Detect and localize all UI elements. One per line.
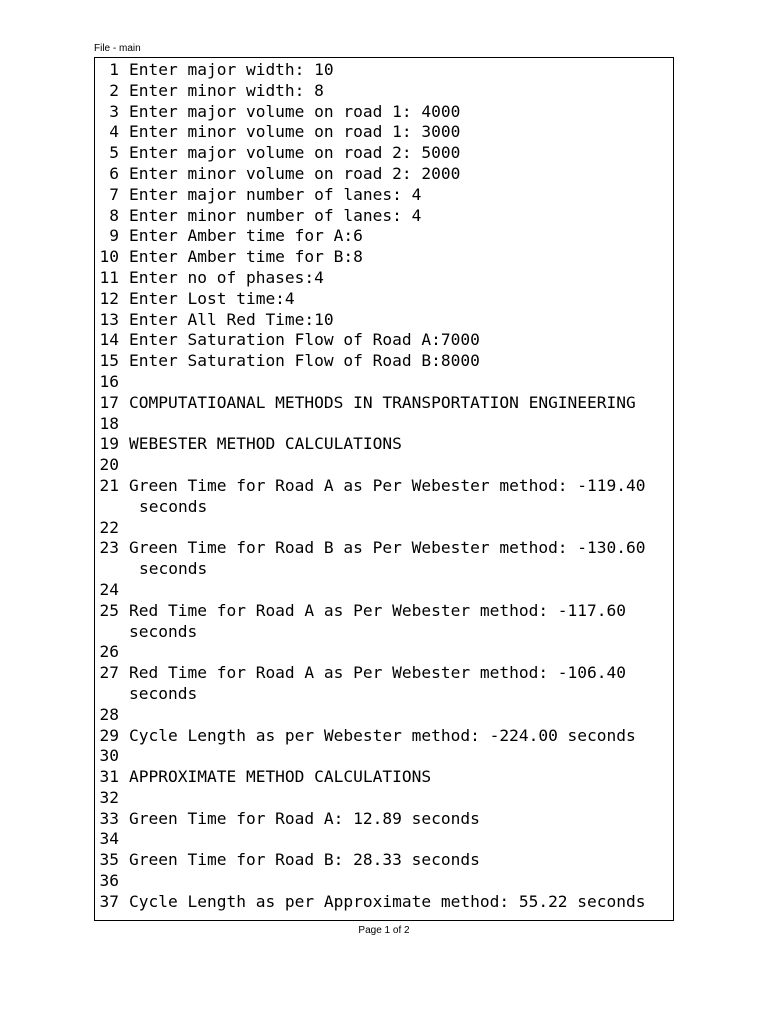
line-number: 29 — [99, 725, 119, 745]
line-number: 19 — [99, 434, 119, 454]
code-line — [95, 206, 673, 227]
line-number: 35 — [99, 850, 119, 870]
line-text — [119, 393, 673, 414]
line-text-main: Cycle Length as per Webester method: -224.00 seconds — [129, 725, 636, 745]
line-number: 24 — [99, 579, 119, 599]
line-number: 8 — [109, 205, 119, 225]
code-line — [95, 393, 673, 414]
line-number: 12 — [99, 288, 119, 308]
line-text — [119, 601, 673, 643]
code-line — [95, 871, 673, 892]
line-text — [119, 102, 673, 123]
code-line — [95, 81, 673, 102]
line-text-continuation: seconds — [129, 683, 198, 703]
code-line — [95, 455, 673, 476]
code-line — [95, 850, 673, 871]
line-text — [119, 414, 673, 435]
line-number: 10 — [99, 247, 119, 267]
line-text-main: Red Time for Road A as Per Webester method: -117.60 — [129, 600, 627, 620]
line-text — [119, 538, 673, 580]
line-text — [119, 351, 673, 372]
code-line — [95, 434, 673, 455]
line-text — [119, 726, 673, 747]
line-text-main: Cycle Length as per Approximate method: 55.22 seconds — [129, 891, 646, 911]
line-text-main: Green Time for Road A as Per Webester method: -119.40 — [129, 475, 646, 495]
code-line — [95, 642, 673, 663]
line-text-main: Green Time for Road B as Per Webester method: -130.60 — [129, 538, 646, 558]
code-line — [95, 351, 673, 372]
line-text-main: Enter Amber time for A:6 — [129, 226, 363, 246]
line-text — [119, 642, 673, 663]
line-text — [119, 663, 673, 705]
code-line — [95, 122, 673, 143]
line-number: 13 — [99, 309, 119, 329]
line-number: 1 — [109, 60, 119, 79]
line-text-main: Enter minor volume on road 1: 3000 — [129, 122, 461, 142]
code-line — [95, 809, 673, 830]
line-text — [119, 767, 673, 788]
line-text-main: WEBESTER METHOD CALCULATIONS — [129, 434, 402, 454]
page-footer: Page 1 of 2 — [358, 925, 410, 936]
line-text — [119, 476, 673, 518]
line-text — [119, 892, 673, 913]
line-number: 14 — [99, 330, 119, 350]
line-text-main: Enter Lost time:4 — [129, 288, 295, 308]
line-text — [119, 871, 673, 892]
line-text — [119, 185, 673, 206]
line-number: 4 — [109, 122, 119, 142]
line-text-main: Enter major volume on road 2: 5000 — [129, 143, 461, 163]
line-number: 31 — [99, 767, 119, 787]
line-text — [119, 164, 673, 185]
code-line — [95, 268, 673, 289]
line-text-continuation: seconds — [129, 621, 198, 641]
line-text — [119, 829, 673, 850]
line-text — [119, 247, 673, 268]
line-text-main: Enter Saturation Flow of Road B:8000 — [129, 351, 480, 371]
line-number: 16 — [99, 371, 119, 391]
code-line — [95, 705, 673, 726]
line-text — [119, 788, 673, 809]
code-line — [95, 580, 673, 601]
line-number: 28 — [99, 704, 119, 724]
code-lines — [95, 60, 673, 913]
line-text — [119, 705, 673, 726]
line-text — [119, 455, 673, 476]
line-number: 37 — [99, 891, 119, 911]
line-number: 22 — [99, 517, 119, 537]
line-number: 7 — [109, 184, 119, 204]
line-number: 27 — [99, 663, 119, 683]
code-line — [95, 767, 673, 788]
line-number: 15 — [99, 351, 119, 371]
code-line — [95, 601, 673, 643]
line-number: 3 — [109, 101, 119, 121]
line-text — [119, 434, 673, 455]
line-text — [119, 746, 673, 767]
code-line — [95, 829, 673, 850]
line-text-main: APPROXIMATE METHOD CALCULATIONS — [129, 767, 432, 787]
line-text — [119, 206, 673, 227]
line-text — [119, 809, 673, 830]
line-number: 9 — [109, 226, 119, 246]
line-text-main: Enter All Red Time:10 — [129, 309, 334, 329]
line-text — [119, 289, 673, 310]
line-text — [119, 268, 673, 289]
code-line — [95, 476, 673, 518]
line-number: 26 — [99, 642, 119, 662]
line-text — [119, 81, 673, 102]
code-line — [95, 226, 673, 247]
code-line — [95, 102, 673, 123]
code-line — [95, 788, 673, 809]
line-text — [119, 122, 673, 143]
line-number: 32 — [99, 787, 119, 807]
line-text — [119, 226, 673, 247]
line-number: 11 — [99, 267, 119, 287]
code-line — [95, 726, 673, 747]
line-text — [119, 372, 673, 393]
line-text — [119, 60, 673, 81]
code-line — [95, 289, 673, 310]
line-number: 20 — [99, 455, 119, 475]
line-text-main: Enter minor volume on road 2: 2000 — [129, 163, 461, 183]
line-text-continuation: seconds — [139, 496, 208, 516]
line-text-main: Enter major volume on road 1: 4000 — [129, 101, 461, 121]
line-number: 17 — [99, 392, 119, 412]
line-text — [119, 330, 673, 351]
line-text-main: Enter major width: 10 — [129, 60, 334, 79]
line-text-main: Enter Amber time for B:8 — [129, 247, 363, 267]
line-text-main: Green Time for Road B: 28.33 seconds — [129, 850, 480, 870]
code-line — [95, 60, 673, 81]
code-line — [95, 143, 673, 164]
line-number: 5 — [109, 143, 119, 163]
line-text — [119, 518, 673, 539]
line-number: 33 — [99, 808, 119, 828]
code-line — [95, 372, 673, 393]
code-line — [95, 330, 673, 351]
line-number: 34 — [99, 829, 119, 849]
code-line — [95, 414, 673, 435]
line-text-main: Enter no of phases:4 — [129, 267, 324, 287]
line-number: 25 — [99, 600, 119, 620]
line-text-main: Green Time for Road A: 12.89 seconds — [129, 808, 480, 828]
code-line — [95, 518, 673, 539]
code-line — [95, 892, 673, 913]
file-header: File - main — [94, 43, 141, 54]
code-line — [95, 663, 673, 705]
line-text-main: Enter Saturation Flow of Road A:7000 — [129, 330, 480, 350]
code-line — [95, 247, 673, 268]
line-number: 2 — [109, 80, 119, 100]
line-text-main: Red Time for Road A as Per Webester method: -106.40 — [129, 663, 627, 683]
code-line — [95, 164, 673, 185]
line-number: 6 — [109, 163, 119, 183]
code-line — [95, 746, 673, 767]
line-text — [119, 580, 673, 601]
line-text — [119, 850, 673, 871]
code-line — [95, 310, 673, 331]
line-text-main: Enter major number of lanes: 4 — [129, 184, 422, 204]
code-listing — [94, 57, 674, 921]
line-number: 30 — [99, 746, 119, 766]
line-text — [119, 310, 673, 331]
line-text-main: Enter minor number of lanes: 4 — [129, 205, 422, 225]
line-text-main: Enter minor width: 8 — [129, 80, 324, 100]
line-text-main: COMPUTATIOANAL METHODS IN TRANSPORTATION ENGINEERING — [129, 392, 636, 412]
line-text — [119, 143, 673, 164]
line-number: 18 — [99, 413, 119, 433]
line-text-continuation: seconds — [139, 559, 208, 579]
line-number: 36 — [99, 871, 119, 891]
line-number: 23 — [99, 538, 119, 558]
line-number: 21 — [99, 475, 119, 495]
code-line — [95, 538, 673, 580]
code-line — [95, 185, 673, 206]
